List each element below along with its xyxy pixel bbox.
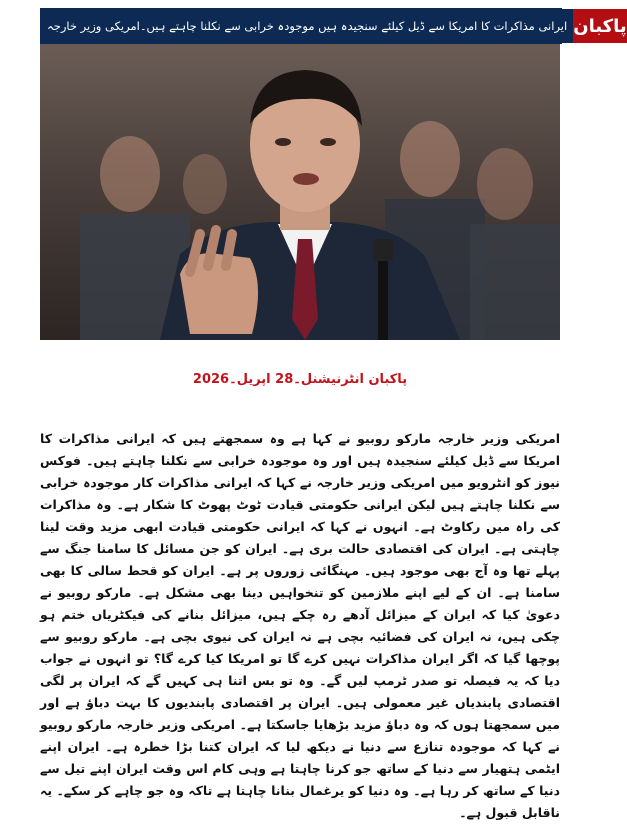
article-paragraph: امریکی وزیر خارجہ مارکو روبیو نے کہا ہے وہ سمجھتے ہیں کہ ایرانی مذاکرات کا امریکا سے ڈیل کیلئے سنجیدہ ہیں اور وہ موجودہ خرابی سے نکلنا چاہتے ہیں۔ فوکس نیوز کو انٹرویو میں امریکی وزیر خارجہ نے کہا کہ ایرانی مذاکرات کار موجودہ خرابی سے نکلنا چاہتے ہیں لیکن ایرانی حکومتی قیادت ٹوٹ پھوٹ کا شکار ہے۔ وہ مذاکرات کی راہ میں رکاوٹ ہے۔ انہوں نے کہا کہ ایرانی حکومتی قیادت ابھی مزید وقت لینا چاہتی ہے۔ ایران کی اقتصادی حالت بری ہے۔ ایران کو جن مسائل کا سامنا جنگ سے پہلے تھا وہ آج بھی موجود ہیں۔ مہنگائی زوروں پر ہے۔ ایران کو قحط سالی کا بھی سامنا ہے۔ ان کے لیے اپنے ملازمین کو تنخواہیں دینا بھی مشکل ہے۔ مارکو روبیو نے دعویٰ کیا کہ ایران کے میزائل آدھے رہ چکے ہیں، میزائل بنانے کی فیکٹریاں ختم ہو چکی ہیں، نہ ایران کی فضائیہ بچی ہے نہ ایران کی نیوی بچی ہے۔ مارکو روبیو سے پوچھا گیا کہ اگر ایران مذاکرات نہیں کرے گا تو امریکا کیا کرے گا؟ تو انہوں نے جواب دیا کہ یہ فیصلہ تو صدر ٹرمپ لیں گے۔ وہ تو بس اتنا ہی کہیں گے کہ ایران پر لگی اقتصادی پابندیاں غیر معمولی ہیں۔ ایران پر اقتصادی پابندیوں کا بہت دباؤ ہے اور میں سمجھتا ہوں کہ وہ دباؤ مزید بڑھایا جاسکتا ہے۔ امریکی وزیر خارجہ مارکو روبیو نے کہا کہ موجودہ تنازع سے دنیا نے دیکھ لیا کہ ایران کتنا بڑا خطرہ ہے۔ ایران اپنے ایٹمی ہتھیار سے دنیا کے ساتھ جو کرنا چاہتا ہے وہی کام اس وقت ایران اپنے تیل سے دنیا کے ساتھ کر رہا ہے۔ وہ دنیا کو یرغمال بنانا چاہتا ہے تاکہ وہ جو چاہے کر سکے۔ یہ ناقابل قبول ہے۔	[40, 431, 560, 820]
headline-banner	[41, 9, 573, 43]
speaker-illustration	[40, 44, 560, 340]
headline-text: ایرانی مذاکرات کا امریکا سے ڈیل کیلئے سنجیدہ ہیں موجودہ خرابی سے نکلنا چاہتے ہیں۔امریکی وزیر خارجہ	[47, 19, 568, 33]
news-photo	[40, 44, 560, 340]
news-header-bar	[40, 8, 627, 44]
dateline: پاکبان انٹرنیشنل۔28 اپریل۔2026	[192, 372, 408, 387]
brand-logo	[573, 9, 626, 43]
brand-name: پاکبان	[573, 15, 627, 37]
article-body	[40, 428, 560, 824]
